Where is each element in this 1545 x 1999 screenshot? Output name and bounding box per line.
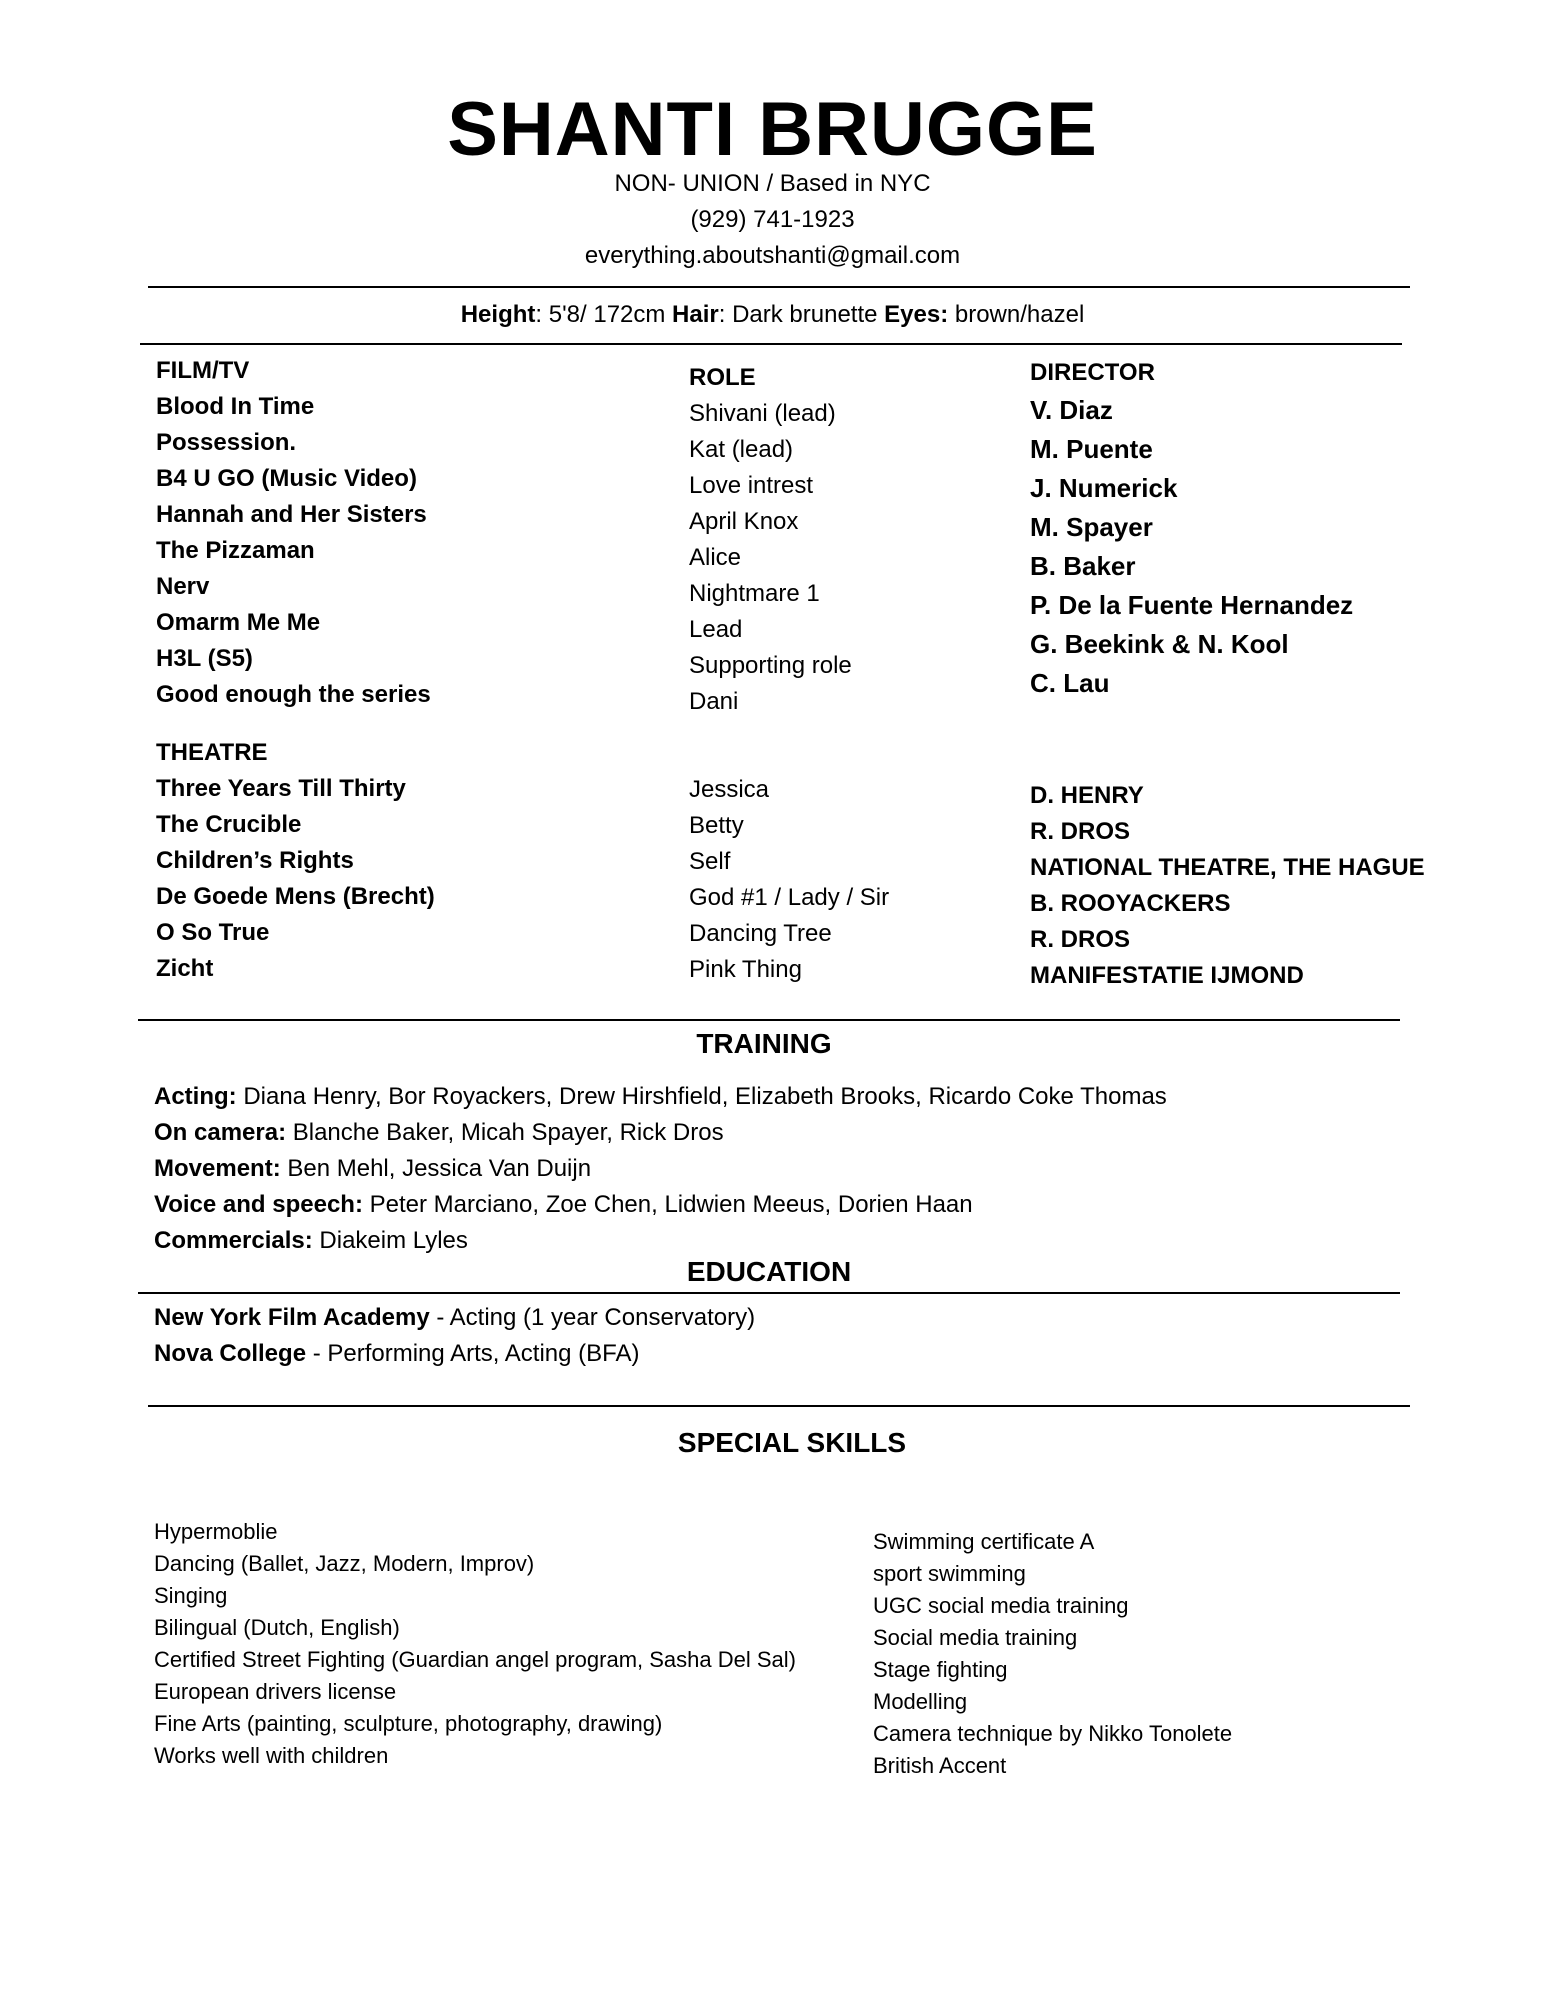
film-director: M. Puente [1030,434,1153,464]
skills-left-list [154,1516,796,1772]
theatre-title: O So True [156,919,270,946]
theatre-role: Dancing Tree [689,920,832,947]
film-role: Supporting role [689,652,852,679]
film-director: G. Beekink & N. Kool [1030,629,1289,659]
film-director: P. De la Fuente Hernandez [1030,590,1354,620]
skill-item: Singing [154,1583,228,1608]
film-roles-column [689,360,852,720]
theatre-director: D. HENRY [1030,782,1144,809]
skills-right-list [873,1526,1232,1782]
film-title: Possession. [156,429,297,456]
theatre-title: De Goede Mens (Brecht) [156,883,435,910]
film-title: Good enough the series [156,681,431,708]
film-title: B4 U GO (Music Video) [156,465,417,492]
education-item [154,1300,755,1336]
skill-item: Fine Arts (painting, sculpture, photography, drawing) [154,1711,663,1736]
film-role: Shivani (lead) [689,400,836,427]
school-name: Nova College [154,1340,307,1367]
director-heading: DIRECTOR [1030,359,1155,386]
school-name: New York Film Academy [154,1304,430,1331]
theatre-director: R. DROS [1030,818,1131,845]
skill-item: European drivers license [154,1679,397,1704]
role-heading: ROLE [689,364,756,391]
skill-item: Bilingual (Dutch, English) [154,1615,400,1640]
film-role: Love intrest [689,472,814,499]
film-role: Kat (lead) [689,436,794,463]
training-value: Peter Marciano, Zoe Chen, Lidwien Meeus, Dorien Haan [362,1191,973,1218]
skill-item: UGC social media training [873,1593,1129,1618]
film-director: B. Baker [1030,551,1136,581]
film-role: Alice [689,544,742,571]
training-label: Commercials: [154,1227,313,1254]
training-label: Voice and speech: [154,1191,363,1218]
theatre-titles-column [156,735,435,987]
height-value: : 5'8/ 172cm [535,301,673,328]
eyes-value: brown/hazel [948,301,1085,328]
skill-item: Stage fighting [873,1657,1008,1682]
skill-item: British Accent [873,1753,1007,1778]
theatre-director: R. DROS [1030,926,1131,953]
film-role: Dani [689,688,739,715]
skill-item: sport swimming [873,1561,1026,1586]
film-heading: FILM/TV [156,357,250,384]
training-item [154,1223,1167,1259]
height-label: Height [460,301,536,328]
training-value: Diakeim Lyles [312,1227,468,1254]
divider [148,286,1410,288]
theatre-role: God #1 / Lady / Sir [689,884,890,911]
training-item [154,1115,1167,1151]
divider [138,1019,1400,1021]
training-value: Blanche Baker, Micah Spayer, Rick Dros [286,1119,724,1146]
skill-item: Swimming certificate A [873,1529,1095,1554]
actor-name: SHANTI BRUGGE [447,87,1098,172]
skill-item: Social media training [873,1625,1078,1650]
film-director: V. Diaz [1030,395,1113,425]
film-role: Lead [689,616,743,643]
theatre-director: MANIFESTATIE IJMOND [1030,962,1304,989]
training-label: Movement: [154,1155,281,1182]
training-item [154,1187,1167,1223]
training-item [154,1079,1167,1115]
program-name: - Acting (1 year Conservatory) [429,1304,756,1331]
training-heading: TRAINING [696,1028,832,1059]
film-directors-column [1030,355,1353,703]
divider [148,1405,1410,1407]
film-title: Omarm Me Me [156,609,321,636]
film-title: H3L (S5) [156,645,253,672]
theatre-title: Three Years Till Thirty [156,775,406,802]
theatre-director: NATIONAL THEATRE, THE HAGUE [1030,854,1425,881]
divider [140,343,1402,345]
hair-value: : Dark brunette [718,301,885,328]
film-title: Blood In Time [156,393,315,420]
theatre-role: Betty [689,812,744,839]
education-item [154,1336,755,1372]
email-address: everything.aboutshanti@gmail.com [584,242,961,269]
training-value: Diana Henry, Bor Royackers, Drew Hirshfield, Elizabeth Brooks, Ricardo Coke Thomas [236,1083,1167,1110]
skill-item: Hypermoblie [154,1519,278,1544]
theatre-title: Zicht [156,955,214,982]
training-value: Ben Mehl, Jessica Van Duijn [280,1155,592,1182]
training-item [154,1151,1167,1187]
divider [138,1292,1400,1294]
film-title: Nerv [156,573,210,600]
union-status: NON- UNION / Based in NYC [614,170,931,197]
film-director: C. Lau [1030,668,1110,698]
training-label: Acting: [154,1083,237,1110]
physical-stats [0,300,1545,330]
theatre-role: Jessica [689,776,770,803]
theatre-director: B. ROOYACKERS [1030,890,1231,917]
program-name: - Performing Arts, Acting (BFA) [306,1340,640,1367]
education-heading: EDUCATION [686,1256,852,1287]
hair-label: Hair [672,301,719,328]
film-director: J. Numerick [1030,473,1178,503]
skill-item: Works well with children [154,1743,389,1768]
skill-item: Camera technique by Nikko Tonolete [873,1721,1233,1746]
skills-heading: SPECIAL SKILLS [677,1427,907,1458]
film-director: M. Spayer [1030,512,1153,542]
eyes-label: Eyes: [884,301,949,328]
skill-item: Dancing (Ballet, Jazz, Modern, Improv) [154,1551,535,1576]
film-role: Nightmare 1 [689,580,820,607]
film-title: The Pizzaman [156,537,315,564]
education-list [154,1300,755,1372]
theatre-title: The Crucible [156,811,302,838]
phone-number: (929) 741-1923 [690,206,855,233]
training-list [154,1079,1167,1259]
skill-item: Modelling [873,1689,968,1714]
theatre-roles-column [689,772,889,988]
film-titles-column [156,353,431,713]
theatre-role: Self [689,848,731,875]
theatre-title: Children’s Rights [156,847,354,874]
training-label: On camera: [154,1119,287,1146]
theatre-role: Pink Thing [689,956,802,983]
skill-item: Certified Street Fighting (Guardian angel program, Sasha Del Sal) [154,1647,796,1672]
theatre-heading: THEATRE [156,739,268,766]
film-title: Hannah and Her Sisters [156,501,427,528]
theatre-directors-column [1030,778,1425,994]
film-role: April Knox [689,508,799,535]
